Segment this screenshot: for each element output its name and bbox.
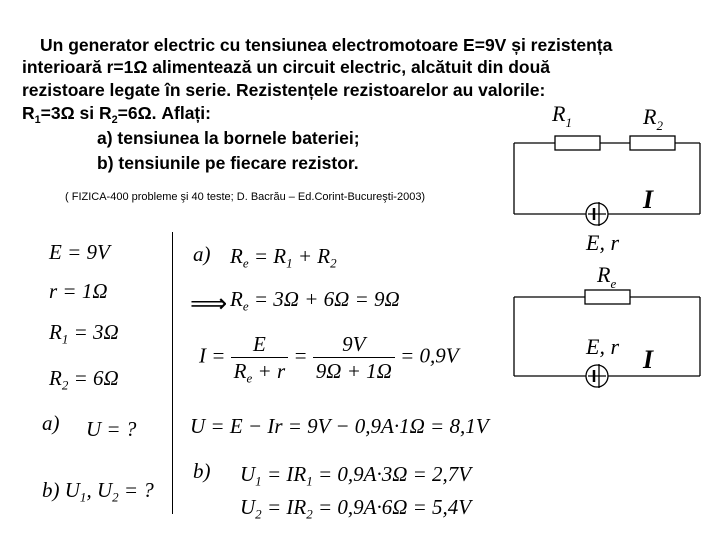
divider-line — [172, 232, 173, 514]
given-r: r = 1Ω — [49, 279, 108, 303]
label-current-2: I — [643, 345, 654, 374]
implies-arrow: ⟹ — [190, 289, 228, 318]
label-current: I — [643, 185, 654, 214]
current-fraction-symbolic: $\frac{E}{R_e + r}$ — [231, 332, 288, 383]
source-symbol-2 — [586, 364, 608, 388]
label-Re: $R_e$ — [597, 262, 617, 291]
solution-a-label: a) — [193, 242, 211, 266]
resistor-R1 — [555, 136, 600, 150]
given-R2: $R_2 = 6\Omega$ — [49, 366, 119, 393]
label-source-2: E, r — [586, 334, 619, 359]
ask-b: b) $U_1$, $U_2$ = ? — [42, 478, 154, 505]
equiv-resistance-value: $R_e = 3\Omega + 6\Omega = 9\Omega$ — [230, 287, 400, 314]
solution-b-label: b) — [193, 459, 211, 483]
current-formula: I = $\frac{E}{R_e + r}$ = $\frac{9V}{9\Omega + 1\Omega}$ = 0,9V — [199, 332, 459, 386]
label-R1: $R_1$ — [552, 101, 572, 130]
question-a: a) tensiunea la bornele bateriei; — [97, 128, 360, 148]
current-fraction-numeric: $\frac{9V}{9\Omega + 1\Omega}$ — [313, 332, 395, 383]
given-E: E = 9V — [49, 240, 110, 264]
resistor-Re — [585, 290, 630, 304]
voltage-U2: $U_2 = IR_2 = 0,9A\cdot 6\Omega = 5,4V$ — [240, 495, 472, 522]
resistor-R2 — [630, 136, 675, 150]
circuit-diagram-equivalent — [500, 262, 715, 402]
ask-a-label: a) — [42, 411, 60, 435]
terminal-voltage: U = E − Ir = 9V − 0,9A·1Ω = 8,1V — [190, 414, 489, 438]
circuit-diagram-series — [500, 98, 715, 258]
ask-a: U = ? — [86, 417, 137, 441]
given-R1: $R_1 = 3\Omega$ — [49, 320, 119, 347]
problem-line-4: $R_1=3\Omega$ si $R_2=6\Omega$. Aflați: — [22, 103, 211, 126]
source-symbol — [586, 202, 608, 226]
question-b: b) tensiunile pe fiecare rezistor. — [97, 153, 359, 173]
label-source: E, r — [586, 230, 619, 255]
problem-line-2: interioară r=1Ω alimentează un circuit electric, alcătuit din două — [22, 57, 551, 77]
problem-line-3: rezistoare legate în serie. Rezistențele rezistoarelor au valorile: — [22, 80, 546, 100]
voltage-U1: $U_1 = IR_1 = 0,9A\cdot 3\Omega = 2,7V$ — [240, 462, 472, 489]
equiv-resistance-formula: $R_e = R_1 + R_2$ — [230, 244, 337, 271]
problem-line-1: Un generator electric cu tensiunea electromotoare E=9V și rezistența — [40, 35, 613, 55]
label-R2: $R_2$ — [643, 104, 663, 133]
source-citation: ( FIZICA-400 probleme şi 40 teste; D. Bacrău – Ed.Corint-Bucureşti-2003) — [65, 191, 426, 203]
